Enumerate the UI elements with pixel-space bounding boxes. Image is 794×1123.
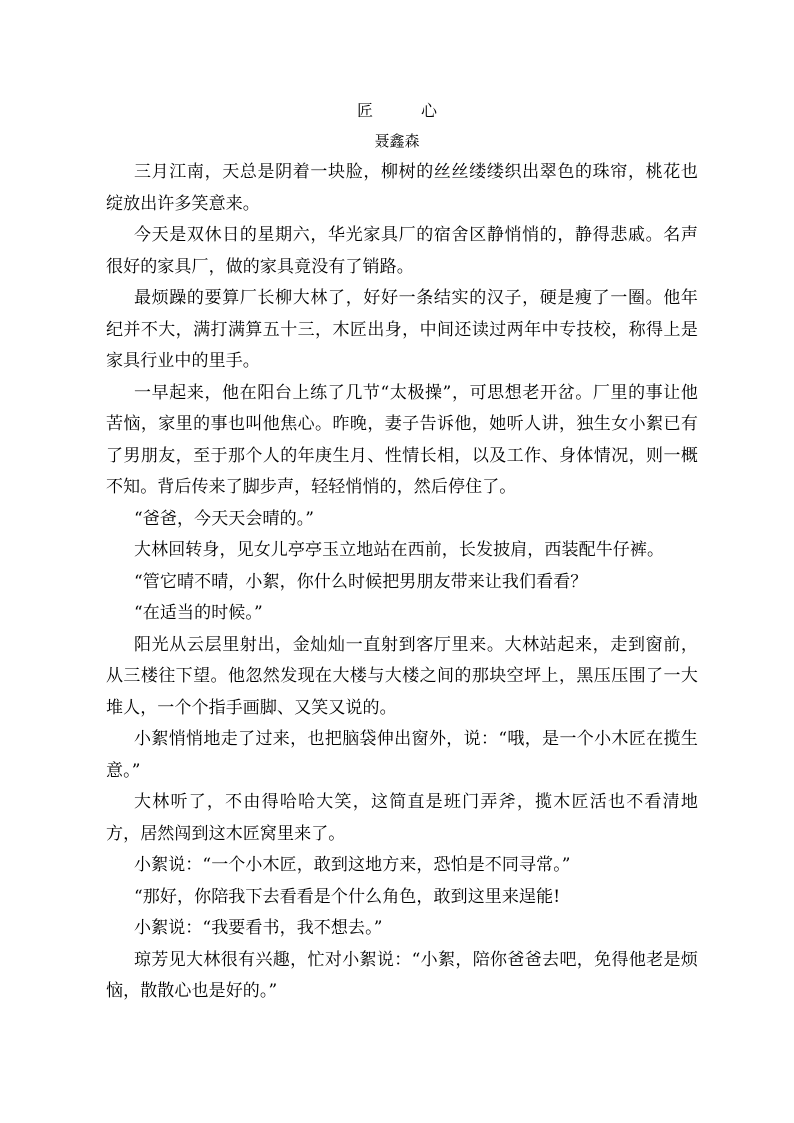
paragraph-1: 三月江南，天总是阴着一块脸，柳树的丝丝缕缕织出翠色的珠帘，桃花也绽放出许多笑意来。 (106, 162, 698, 214)
paragraph-12: 小絮说：“一个小木匠，敢到这地方来，恐怕是不同寻常。” (134, 855, 571, 875)
paragraph-5: “爸爸，今天天会晴的。” (134, 508, 315, 529)
paragraph-2: 今天是双休日的星期六，华光家具厂的宿舍区静悄悄的，静得悲戚。名声很好的家具厂，做的家具竟没有了销路。 (106, 225, 698, 277)
paragraph-15: 琼芳见大林很有兴趣，忙对小絮说：“小絮，陪你爸爸去吧，免得他老是烦恼，散散心也是好的。” (106, 949, 698, 1001)
article-title: 匠 心 (356, 101, 453, 120)
paragraph-4: 一早起来，他在阳台上练了几节“太极操”，可思想老开岔。厂里的事让他苦恼，家里的事也叫他焦心。昨晚，妻子告诉他，她听人讲，独生女小絮已有了男朋友，至于那个人的年庚生月、性情长相，以及工作、身体情况，则一概不知。背后传来了脚步声，轻轻悄悄的，然后停住了。 (106, 382, 698, 497)
paragraph-7: “管它晴不晴，小絮，你什么时候把男朋友带来让我们看看？ (134, 571, 588, 592)
paragraph-13: “那好，你陪我下去看看是个什么角色，敢到这里来逞能! (134, 886, 561, 907)
paragraph-8: “在适当的时候。” (134, 603, 263, 623)
article-author: 聂鑫森 (374, 132, 420, 150)
paragraph-14: 小絮说：“我要看书，我不想去。” (134, 918, 383, 938)
article-body (106, 157, 698, 1008)
paragraph-3: 最烦躁的要算厂长柳大林了，好好一条结实的汉子，硬是瘦了一圈。他年纪并不大，满打满算五十三，木匠出身，中间还读过两年中专技校，称得上是家具行业中的里手。 (106, 288, 698, 371)
paragraph-11: 大林听了，不由得哈哈大笑，这简直是班门弄斧，揽木匠活也不看清地方，居然闯到这木匠窝里来了。 (106, 792, 698, 844)
paragraph-9: 阳光从云层里射出，金灿灿一直射到客厅里来。大林站起来，走到窗前，从三楼往下望。他忽然发现在大楼与大楼之间的那块空坪上，黑压压围了一大堆人，一个个指手画脚、又笑又说的。 (106, 634, 698, 718)
paragraph-6: 大林回转身，见女儿亭亭玉立地站在西前，长发披肩，西装配牛仔裤。 (134, 540, 665, 560)
paragraph-10: 小絮悄悄地走了过来，也把脑袋伸出窗外，说：“哦，是一个小木匠在揽生意。” (106, 729, 698, 781)
